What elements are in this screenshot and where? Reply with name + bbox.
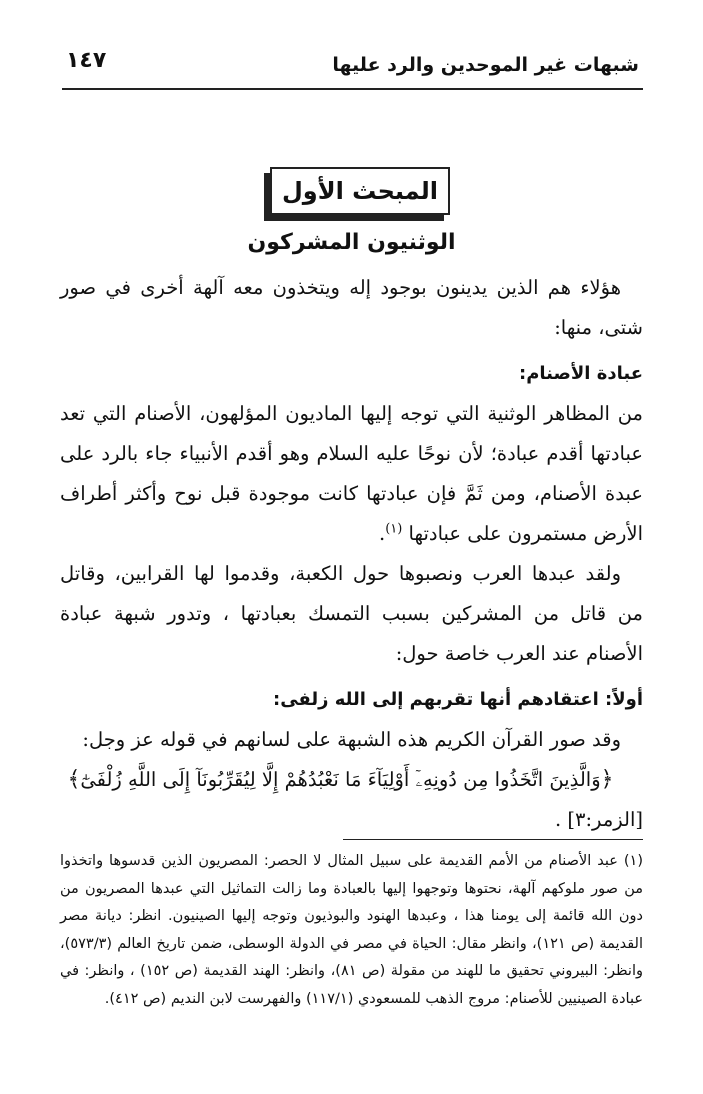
section-title-box [270, 167, 450, 215]
page-number: ١٤٧ [66, 48, 107, 73]
verse-reference: [الزمر:٣] . [554, 808, 643, 831]
running-title: شبهات غير الموحدين والرد عليها [332, 54, 639, 76]
footnote-reference: (١) [385, 521, 403, 537]
verse-text: وَالَّذِينَ اتَّخَذُوا مِن دُونِهِۦٓ أَوْلِيَآءَ مَا نَعْبُدُهُمْ إِلَّا لِيُقَرِّبُونَآ إِلَى اللَّهِ زُلْفَىٰٓ [80, 768, 601, 791]
footnote-text: (١) عبد الأصنام من الأمم القديمة على سبيل المثال لا الحصر: المصريون الذين قدسوها واتخذوا من صور ملوكهم آلهة، نحتوها وتوجهوا إليها بالعبادة وما زالت التماثيل التي عبدها المصريون من دون الله قائمة إلى يومنا هذا ، وعبدها الهنود والبوذيون وتوجه إليها الصينيون. انظر: ديانة مصر القديمة (ص ١٢١)، وانظر مقال: الحياة في مصر في الدولة الوسطى، ضمن تاريخ العالم (٥٧٣/٣)، وانظر: البيروني تحقيق ما للهند من مقولة (ص ٨١)، وانظر: الهند القديمة (ص ١٥٢) ، وانظر: في عبادة الصينيين للأصنام: مروج الذهب للمسعودي (١١٧/١) والفهرست لابن النديم (ص ٤١٢). [60, 853, 644, 1007]
first-point-heading: أولاً: اعتقادهم أنها تقربهم إلى الله زلفى: [273, 689, 643, 710]
idol-worship-paragraph [60, 394, 643, 554]
idol-worship-heading: عبادة الأصنام: [519, 363, 643, 384]
verse-open-bracket: ﴿ [600, 767, 614, 792]
section-subheading: الوثنيون المشركون [247, 230, 456, 255]
arabs-paragraph: ولقد عبدها العرب ونصبوها حول الكعبة، وقدموا لها القرابين، وقاتل من قاتل من المشركين بسبب التمسك بعبادتها ، وتدور شبهة عبادة الأصنام عند العرب خاصة حول: [60, 562, 643, 665]
verse-close-bracket: ﴾ [67, 767, 81, 792]
section-title: المبحث الأول [281, 177, 439, 205]
running-header [62, 44, 643, 90]
footnote-divider [343, 839, 643, 840]
quran-intro-paragraph: وقد صور القرآن الكريم هذه الشبهة على لسانهم في قوله عز وجل: [82, 728, 621, 751]
quran-verse [60, 760, 643, 800]
intro-paragraph: هؤلاء هم الذين يدينون بوجود إله ويتخذون معه آلهة أخرى في صور شتى، منها: [60, 276, 643, 339]
main-text [60, 268, 643, 840]
idol-worship-end: . [378, 522, 386, 545]
idol-worship-text: من المظاهر الوثنية التي توجه إليها الماديون المؤلهون، الأصنام التي تعد عبادتها أقدم عبادة؛ لأن نوحًا عليه السلام وهو أقدم الأنبياء جاء بالرد على عبدة الأصنام، ومن ثَمَّ فإن عبادتها كانت موجودة قبل نوح وأكثر أطراف الأرض مستمرون على عبادتها [60, 402, 643, 545]
footnote [60, 848, 643, 1013]
